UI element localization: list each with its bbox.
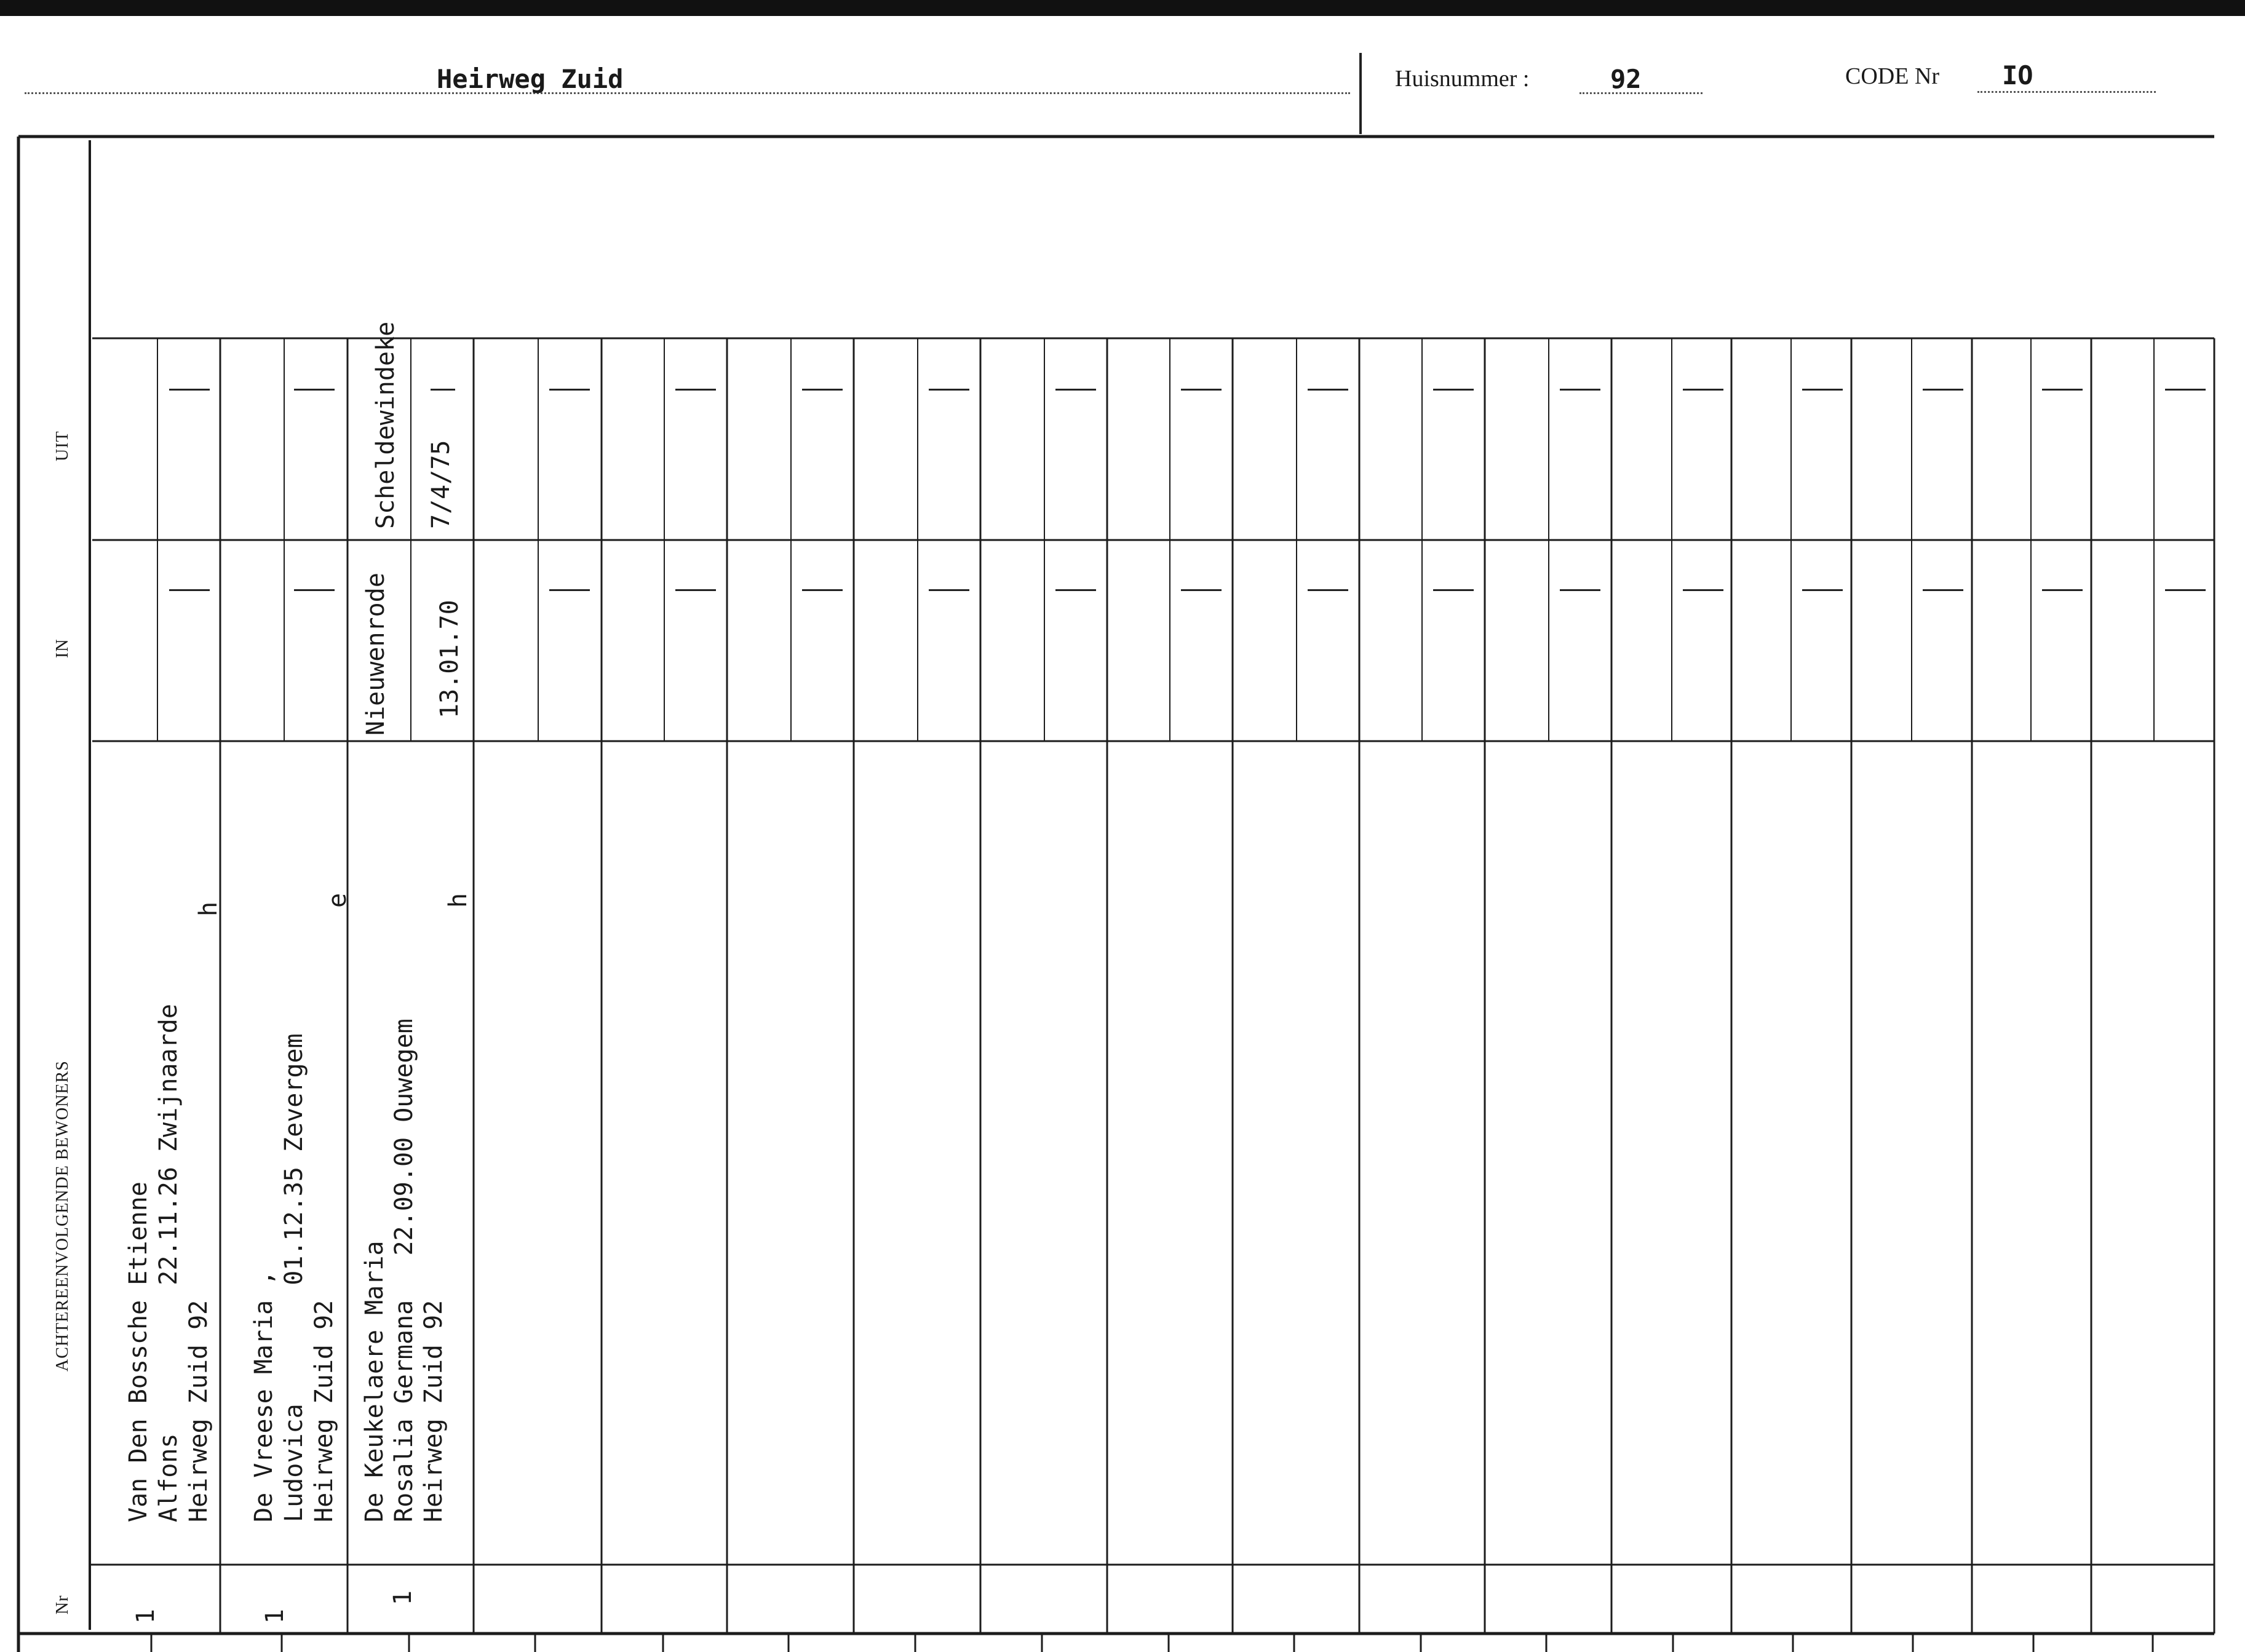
empty-in-dash-13 [1683,589,1723,591]
empty-in-dash-17 [2165,589,2206,591]
empty-in-dash-5 [675,589,716,591]
resident-3-uit-date: 7/4/75 [427,440,455,529]
empty-in-dash-12 [1560,589,1600,591]
empty-uit-dash-4 [549,389,590,391]
empty-uit-dash-9 [1181,389,1222,391]
empty-uit-dash-14 [1802,389,1843,391]
empty-uit-dash-15 [1923,389,1963,391]
resident-3-line3: Heirweg Zuid 92 [419,1300,448,1522]
resident-3-in-date: 13.01.70 [435,600,464,718]
resident-1-mark: h [194,901,223,916]
resident-3-uit-place: Scheldewindeke [372,321,400,529]
in-column-label: IN [53,638,72,658]
resident-1-line1: Van Den Bossche Etienne [124,1181,153,1522]
empty-uit-dash-10 [1308,389,1348,391]
resident-3-uit-tick [431,389,455,391]
empty-uit-dash-11 [1433,389,1474,391]
residents-column-label: ACHTEREENVOLGENDE BEWONERS [53,1060,72,1372]
resident-2-in-dash [294,589,335,591]
resident-2-line3: Heirweg Zuid 92 [310,1300,338,1522]
resident-1-in-dash [169,589,210,591]
empty-uit-dash-6 [802,389,843,391]
house-number-value: 92 [1610,64,1642,94]
empty-in-dash-16 [2042,589,2083,591]
resident-2-line1: De Vreese Maria , [250,1270,278,1522]
street-name: Heirweg Zuid [437,64,624,94]
uit-column-label: UIT [53,431,72,461]
resident-1-line3: Heirweg Zuid 92 [185,1300,213,1522]
resident-1-line2: Alfons 22.11.26 Zwijnaarde [154,1004,183,1522]
empty-uit-dash-7 [929,389,969,391]
empty-uit-dash-13 [1683,389,1723,391]
empty-uit-dash-5 [675,389,716,391]
resident-2-mark: e [324,892,352,908]
resident-3-in-place: Nieuwenrode [362,573,390,736]
empty-in-dash-8 [1055,589,1096,591]
resident-3-line2: Rosalia Germana 22.09.00 Ouwegem [390,1019,418,1522]
empty-uit-dash-16 [2042,389,2083,391]
empty-in-dash-15 [1923,589,1963,591]
nr-column-label: Nr [53,1595,72,1614]
empty-in-dash-14 [1802,589,1843,591]
resident-2-line2: Ludovica 01.12.35 Zevergem [280,1033,308,1522]
resident-3-mark: h [444,892,472,908]
code-value: IO [2002,60,2033,90]
empty-in-dash-4 [549,589,590,591]
empty-in-dash-11 [1433,589,1474,591]
resident-1-nr: 1 [132,1608,160,1624]
empty-uit-dash-12 [1560,389,1600,391]
resident-2-uit-dash [294,389,335,391]
resident-3-line1: De Keukelaere Maria [360,1241,389,1522]
resident-1-uit-dash [169,389,210,391]
empty-uit-dash-8 [1055,389,1096,391]
resident-2-nr: 1 [261,1608,289,1624]
empty-in-dash-10 [1308,589,1348,591]
code-label: CODE Nr [1845,63,1940,89]
resident-3-nr: 1 [389,1590,417,1605]
empty-in-dash-9 [1181,589,1222,591]
empty-in-dash-7 [929,589,969,591]
house-number-label: Huisnummer : [1395,66,1530,92]
empty-uit-dash-17 [2165,389,2206,391]
empty-in-dash-6 [802,589,843,591]
